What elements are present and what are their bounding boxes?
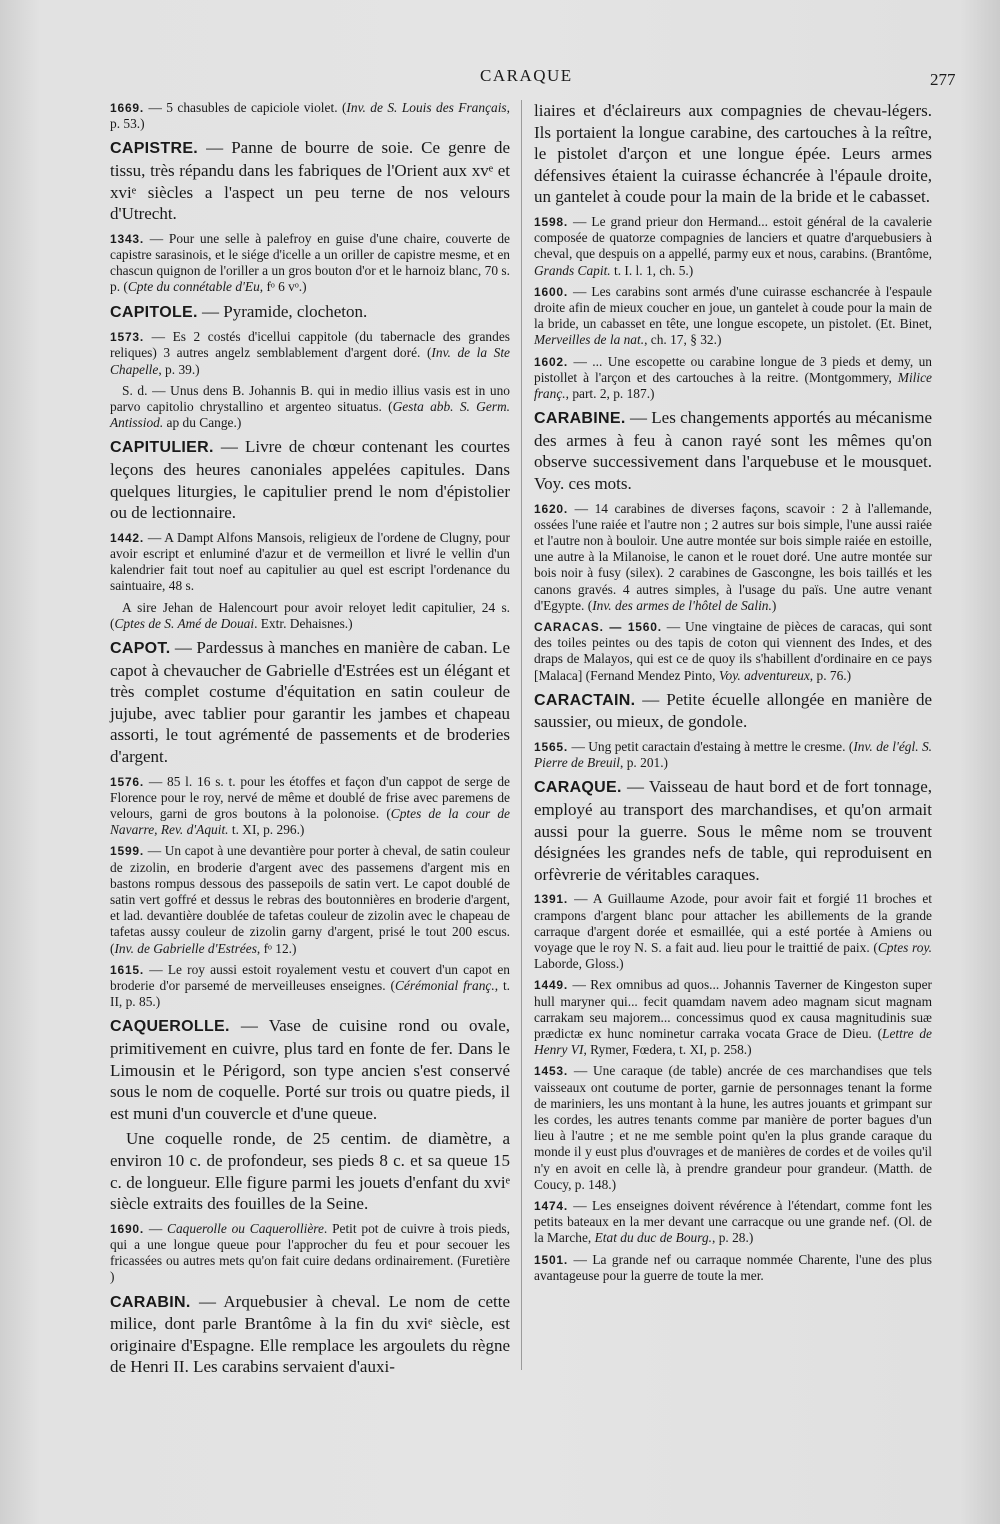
citation-text: — Le roy aussi estoit royalement vestu et couvert d'un capot en broderie d'or parsemé de merveilleuses enseignes. ( [110,961,510,993]
citation-text: — A Guillaume Azode, pour avoir fait et forgié 11 broches et crampons d'argent blanc pour attacher les abillements de la grande carraque d'argent dorée et esmaillée, qui a esté portée à Amiens ou voyage que le roy N. S. a fait aud. lieu pour le traittié de paix. ( [534,891,932,955]
citation [110,383,510,432]
citation-text: — Le grand prieur don Hermand... estoit général de la cavalerie composée de quatorze compagnies de lanciers et quatre d'arquebusiers à cheval, que despuis on a appellé, parmy eux et nous, carabins. (Brantôme, [534,213,932,262]
dictionary-entry [110,637,510,768]
right-column [534,100,932,1289]
citation-source: Grands Capit. [534,262,611,278]
entry-headword: CARABINE. [534,410,626,428]
citation-date: 1343. [110,231,145,246]
citation [534,1252,932,1284]
citation-text: — ... Une escopette ou carabine longue de 3 pieds et demy, un pistollet à l'arçon et des cartouches à la reitre. (Montgommery, [534,353,932,385]
citation-reference: t. XI, p. 296.) [228,822,305,838]
entry-paragraph [110,637,510,768]
citation-reference: , p. 76.) [809,667,852,683]
citation-source: Gesta abb. S. Germ. Antissiod. [110,399,510,431]
citation-text: — 14 carabines de diverses façons, scavoir : 2 à l'allemande, ossées l'une raiée et l'autre non ; 2 autres sur bois simple, l'une aussi raiée et l'autre non à bouloir. Une autre montée sur bois simple raiée en estoille, une autre à la Milanoise, le canon et le rouet doré. Une autre montée sur bois noir à fusy (silex). 2 carabines de Gascongne, les bois taillés et les canons gravés. 4 autres simples, à l'usage du païs. Une autre venant d'Egypte. ( [534,500,932,613]
entry-definition: — Vaisseau de haut bord et de fort tonnage, employé au transport des marchandises, et qu'on armait aussi pour la guerre. Sous le même nom se trouvent désignées les grandes nefs de table, qui reproduisent en orfèvrerie de véritables caraques. [534,777,932,884]
dictionary-entry [534,776,932,885]
dictionary-entry [110,301,510,324]
entry-definition: liaires et d'éclaireurs aux compagnies de chevau-légers. Ils portaient la longue carabine, des cartouches à la reître, le pistolet d'arçon et une longue épée. Leurs armes défensives étaient la cuirasse échancrée à l'épaule droite, un gantelet à coude pour la main de la bride et le cabasset. [534,101,932,207]
entry-definition: — Vase de cuisine rond ou ovale, primitivement en cuivre, plus tard en fonte de fer. Dans le Limousin et le Périgord, son type ancien s'est conservé sous le nom de coquelle. Porté sur trois ou quatre pieds, il est muni d'un couvercle et d'une queue. [110,1016,511,1123]
entry-paragraph [534,689,932,733]
citation-reference: , fᵒ 6 vᵒ.) [259,279,307,295]
citation-text: — Une vingtaine de pièces de caracas, qui sont des toiles peintes ou des tapis de coton qui viennent des Indes, et des draps de Malayos, qui est ce de quoy ils s'habillent d'ordinaire en ce pays [Malaca] (Fernand Mendez Pinto, [534,619,932,683]
entry-definition: — Livre de chœur contenant les courtes leçons des heures canoniales appelées capitules. Dans quelques liturgies, le capitulier prend le nom d'épistolier ou de lectionnaire. [110,437,510,523]
citation-reference: . Extr. Dehaisnes.) [254,615,353,631]
citation-source: Cpte du connétable d'Eu [127,279,260,295]
citation-text: — A Dampt Alfons Mansois, religieux de l'ordene de Clugny, pour avoir escript et enluminé d'azur et de vermeillon et livré le vellin d'un kalendrier fait tout noef au capitulier au quel est escript l'ordenance du saintuaire, 48 s. [110,529,510,594]
entry-paragraph [534,100,932,208]
citation [534,354,932,403]
citation-date: 1600. [534,284,569,299]
citation-text: — Une caraque (de table) ancrée de ces marchandises que tels vaisseaux ont coutume de porter, garnie de personnages tenant la forme de mariniers, les uns montant à la hune, les autres jouants et grimpant sur les cordes, les autres tenants comme par manière de porter bagues d'un lieu à l'autre ; et ne me semble point qu'en la plus grande caraque du monde il y eust plus d'ouvrages et de manières de cordes et de voiles qu'il n'y en avoit en celle là, à prendre grandeur pour grandeur. (Matth. de Coucy, p. 148.) [534,1063,932,1192]
left-column [110,100,510,1384]
citation [110,530,510,595]
citation-date: 1474. [534,1199,569,1214]
entry-definition: — Arquebusier à cheval. Le nom de cette milice, dont parle Brantôme à la fin du xviᵉ siècle, est originaire d'Espagne. Elle remplace les argoulets du règne de Henri II. Les carabins servaient d'auxi- [110,1291,510,1377]
citation-text: — La grande nef ou carraque nommée Charente, l'une des plus avantageuse pour la guerre de toute la mer. [534,1251,932,1283]
citation-source: Inv. de S. Louis des Français [346,100,507,115]
citation-text: — [148,1220,168,1236]
entry-headword: CAPITULIER. [110,439,214,457]
entry-headword: CAPITOLE. [110,303,198,321]
citation-reference: , p. 53.) [110,100,511,132]
entry-paragraph [110,137,510,224]
citation-reference: , p. 39.) [158,361,200,377]
citation-source: Cérémonial franç. [394,978,495,993]
citation-text: — Un capot à une devantière pour porter à cheval, de satin couleur de zizolin, en broderie d'argent avec des passemens d'argent mis en bastons rompus dessous des passepoils de satin vert. Le capot doublé de satin vert goffré et dessus le rebras des boutonnières en broderie d'argent, et lad. devantière doublée de tafetas couleur de zizolin avec le chapeau de tafetas aussy couleur de zizolin garny d'argent, prisé le tout 200 escus. ( [110,843,511,956]
citation [110,329,510,378]
citation-reference: Laborde, Gloss.) [534,956,624,972]
citation-source: Cptes roy. [877,939,933,955]
citation-date: 1598. [534,214,569,229]
entry-definition: — Les changements apportés au mécanisme des armes à feu à canon rayé sont les mêmes qu'on observe successivement dans l'arquebuse et le mousquet. Voy. ces mots. [534,408,932,493]
page-number: 277 [930,70,956,89]
citation [110,100,510,132]
citation-source: Merveilles de la nat. [534,332,645,348]
entry-headword: CAPOT. [110,640,171,657]
entry-headword: CAPISTRE. [110,140,199,158]
citation [534,214,932,279]
citation-source: Voy. adventureux [718,667,810,683]
citation-source: Inv. de Gabrielle d'Estrées [114,940,257,956]
citation [110,774,510,839]
citation [534,977,932,1058]
citation [110,231,510,296]
citation-reference: , fᵒ 12.) [256,940,297,956]
citation-date: 1615. [110,962,145,977]
citation-date: 1576. [110,774,145,789]
citation [534,891,932,972]
citation-date: 1602. [534,354,569,369]
dictionary-entry [110,436,510,523]
citation-reference: , ch. 17, § 32.) [644,332,722,348]
citation-date: CARACAS. — 1560. [534,620,662,634]
citation-reference: ) [771,597,777,613]
entry-paragraph [534,407,932,494]
citation-source: Caquerolle ou Caquerollière [167,1220,324,1236]
citation-text: S. d. — Unus dens B. Johannis B. qui in medio illius vasis est in uno parvo capitolio chrystallino et argenteo situatus. ( [110,382,510,414]
citation-date: 1501. [534,1252,569,1267]
citation-reference: ap du Cange.) [163,415,242,431]
citation [534,619,932,684]
citation-source: Inv. de la Ste Chapelle [110,345,510,377]
citation-reference: . Petit pot de cuivre à trois pieds, qui a une longue queue pour l'approcher du feu et pour secouer les fricassées ou autres mets qu'on fait cuire dedans ordinairement. (Furetière ) [110,1220,510,1285]
citation-text: — Les enseignes doivent révérence à l'étendart, comme font les petits bateaux en la mer devant une carracque ou une grande nef. (Ol. de la Marche, [534,1198,932,1246]
column-divider [521,100,522,1370]
entry-definition: — Pardessus à manches en manière de caban. Le capot à chevaucher de Gabrielle d'Estrées est un élégant et très complet costume d'équitation en satin couleur de jujube, avec tablier pour garantir les jambes et chapeau assorti, le tout agrémenté de passements et de broderies d'argent. [110,638,510,766]
running-head: CARAQUE [480,66,573,85]
citation-source: Etat du duc de Bourg. [594,1230,713,1246]
citation-date: 1453. [534,1064,569,1079]
citation-text: — 85 l. 16 s. t. pour les étoffes et façon d'un cappot de serge de Florence pour le roy, nervé de même et doublé de frise avec paremens de velours, garni de gros boutons à la polonoise. ( [110,773,510,821]
citation-source: Cptes de la cour de Navarre, Rev. d'Aquit. [110,805,510,838]
citation-source: Milice franç. [534,369,932,401]
entry-definition: — Panne de bourre de soie. Ce genre de tissu, très répandu dans les fabriques de l'Orient aux xvᵉ et xviᵉ siècles a l'aspect un peu terne de nos velours d'Utrecht. [110,138,511,224]
citation-source: Inv. des armes de l'hôtel de Salin. [592,597,772,613]
citation-text: — Pour une selle à palefroy en guise d'une chaire, couverte de capistre sarasinois, et le siége d'icelle a un oriller de capistre mesme, et en chascun quignon de l'oriller a un gros bouton d'or et le harnoiz blanc, 70 s. p. ( [110,230,510,295]
entry-headword: CARACTAIN. [534,691,636,709]
citation-date: 1442. [110,530,145,545]
citation [110,843,510,956]
citation-date: 1565. [534,740,569,754]
citation-date: 1391. [534,892,569,907]
citation [110,962,510,1011]
citation-text: — Les carabins sont armés d'une cuirasse eschancrée à l'espaule droite afin de mieux coucher en joue, un gantelet à coude pour la main de la bride, un cabasset en tête, une longue escopete, un pistolet. (Et. Binet, [534,283,932,332]
citation-reference: , Rymer, Fœdera, t. XI, p. 258.) [583,1042,752,1058]
citation-reference: , p. 201.) [620,755,669,771]
entry-definition: — Pyramide, clocheton. [202,301,368,321]
citation-text: — 5 chasubles de capiciole violet. ( [148,100,347,115]
citation-text: — Es 2 costés d'icellui cappitole (du tabernacle des grandes reliques) 3 autres angelz semblablement d'argent doré. ( [110,329,510,361]
citation-source: Inv. de l'égl. S. Pierre de Breuil [534,739,932,771]
entry-headword: CARABIN. [110,1293,191,1311]
citation-source: Lettre de Henry VI [534,1026,932,1058]
citation-text: A sire Jehan de Halencourt pour avoir reloyet ledit capitulier, 24 s. ( [110,599,510,631]
citation-date: 1669. [110,101,145,115]
dictionary-entry [110,1291,510,1378]
entry-paragraph: Une coquelle ronde, de 25 centim. de diamètre, a environ 10 c. de profondeur, ses pieds 8 c. et sa queue 15 c. de longueur. Elle figure parmi les jouets d'enfant du xviᵉ siècle extraits des fouilles de la Seine. [110,1129,510,1214]
citation-reference: t. I. l. 1, ch. 5.) [610,262,694,278]
citation-reference: , part. 2, p. 187.) [565,386,655,401]
dictionary-entry [110,137,510,224]
citation-source: Cptes de S. Amé de Douai [114,615,255,631]
citation [110,600,510,632]
citation-text: — Ung petit caractain d'estaing à mettre le cresme. ( [571,739,854,754]
entry-paragraph [534,776,932,885]
citation-date: 1599. [110,844,145,859]
citation [534,284,932,349]
citation-date: 1690. [110,1221,145,1236]
citation [110,1221,510,1286]
citation-date: 1620. [534,501,569,516]
citation [534,501,932,614]
entry-headword: CAQUEROLLE. [110,1018,230,1036]
entry-definition: — Petite écuelle allongée en manière de saussier, ou mieux, de gondole. [534,689,933,732]
entry-headword: CARAQUE. [534,779,622,797]
citation [534,739,932,771]
citation-reference: , p. 28.) [712,1230,754,1246]
dictionary-entry [534,100,932,208]
entry-paragraph [110,1015,510,1124]
dictionary-entry [534,407,932,494]
citation [534,1063,932,1193]
citation-reference: , t. II, p. 85.) [110,978,511,1010]
entry-paragraph [110,1291,510,1378]
dictionary-entry [534,689,932,733]
entry-paragraph [110,436,510,523]
citation-date: 1573. [110,330,145,345]
citation-date: 1449. [534,978,569,993]
entry-paragraph [110,301,510,324]
citation [534,1198,932,1247]
dictionary-entry [110,1015,510,1214]
citation-text: — Rex omnibus ad quos... Johannis Taverner de Kingeston super hull maryner qui... fecit quamdam navem adeo magnam sicut magnam carrakam seu majorem... concessimus quod ex causa magnitudinis suæ prædictæ ex hunc nominetur carraka vocata Grace de Dieu. ( [534,977,932,1041]
